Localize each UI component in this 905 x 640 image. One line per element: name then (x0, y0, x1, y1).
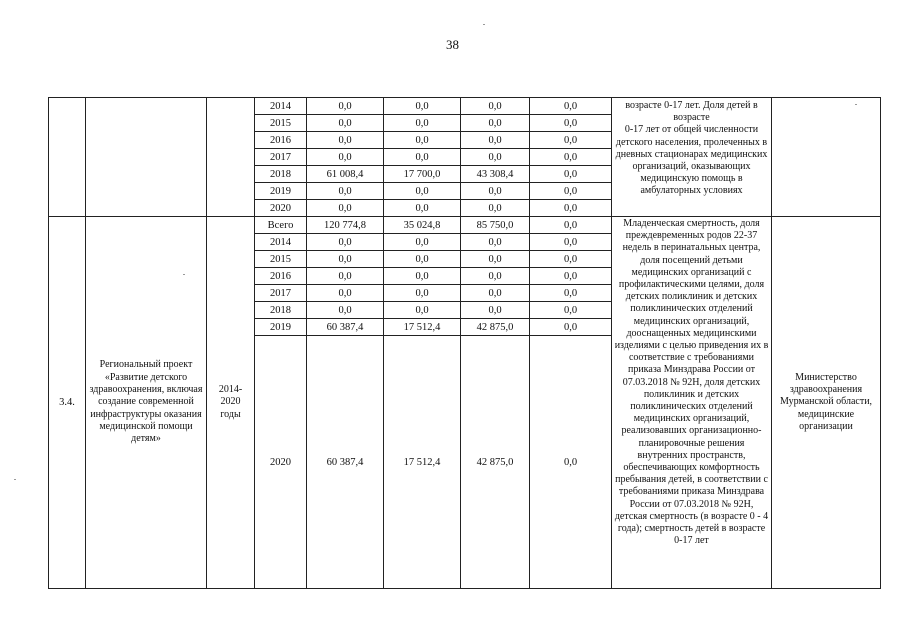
funding-cell: 35 024,8 (384, 217, 461, 234)
funding-cell: 0,0 (461, 132, 530, 149)
item-name-cell (86, 98, 207, 217)
funding-cell: 0,0 (530, 115, 612, 132)
responsible-cell: Министерство здравоохранения Мурманской области, медицинские организации (772, 217, 881, 589)
funding-cell: 42 875,0 (461, 319, 530, 336)
year-cell: 2020 (255, 200, 307, 217)
funding-cell: 0,0 (461, 268, 530, 285)
funding-cell: 17 700,0 (384, 166, 461, 183)
funding-cell: 0,0 (530, 183, 612, 200)
responsible-cell (772, 98, 881, 217)
funding-cell: 17 512,4 (384, 336, 461, 589)
funding-cell: 0,0 (384, 285, 461, 302)
funding-cell: 0,0 (530, 302, 612, 319)
year-cell: 2017 (255, 149, 307, 166)
table-row (49, 217, 881, 234)
year-cell: 2014 (255, 98, 307, 115)
year-cell: 2017 (255, 285, 307, 302)
funding-cell: 0,0 (461, 115, 530, 132)
year-cell: 2018 (255, 302, 307, 319)
funding-cell: 43 308,4 (461, 166, 530, 183)
funding-cell: 0,0 (461, 302, 530, 319)
funding-cell: 85 750,0 (461, 217, 530, 234)
funding-cell: 17 512,4 (384, 319, 461, 336)
funding-cell: 0,0 (530, 166, 612, 183)
item-number-cell (49, 98, 86, 217)
year-cell: 2014 (255, 234, 307, 251)
program-table (48, 97, 881, 589)
year-cell: 2019 (255, 183, 307, 200)
total-cell: 0,0 (307, 132, 384, 149)
funding-cell: 0,0 (384, 115, 461, 132)
funding-cell: 0,0 (461, 200, 530, 217)
funding-cell: 0,0 (384, 200, 461, 217)
funding-cell: 0,0 (461, 183, 530, 200)
funding-cell: 0,0 (384, 98, 461, 115)
funding-cell: 0,0 (384, 183, 461, 200)
funding-cell: 0,0 (384, 234, 461, 251)
funding-cell: 0,0 (530, 149, 612, 166)
total-cell: 0,0 (307, 115, 384, 132)
funding-cell: 0,0 (530, 319, 612, 336)
funding-cell: 0,0 (530, 234, 612, 251)
year-cell: 2016 (255, 132, 307, 149)
total-cell: 60 387,4 (307, 319, 384, 336)
funding-cell: 0,0 (530, 251, 612, 268)
year-cell: 2015 (255, 115, 307, 132)
total-cell: 0,0 (307, 149, 384, 166)
table-row (49, 98, 881, 115)
funding-cell: 0,0 (384, 268, 461, 285)
funding-cell: 0,0 (530, 285, 612, 302)
funding-cell: 0,0 (461, 285, 530, 302)
total-cell: 120 774,8 (307, 217, 384, 234)
year-cell: 2020 (255, 336, 307, 589)
funding-cell: 0,0 (384, 251, 461, 268)
year-cell: 2016 (255, 268, 307, 285)
total-cell: 61 008,4 (307, 166, 384, 183)
funding-cell: 0,0 (461, 98, 530, 115)
total-cell: 0,0 (307, 268, 384, 285)
total-cell: 0,0 (307, 285, 384, 302)
year-cell: 2019 (255, 319, 307, 336)
page-number: 38 (446, 37, 459, 52)
funding-cell: 0,0 (461, 251, 530, 268)
total-cell: 0,0 (307, 302, 384, 319)
funding-cell: 0,0 (530, 98, 612, 115)
funding-cell: 0,0 (530, 132, 612, 149)
funding-cell: 0,0 (384, 149, 461, 166)
funding-cell: 0,0 (461, 149, 530, 166)
year-cell: 2018 (255, 166, 307, 183)
indicator-cell: возрасте 0-17 лет. Доля детей в возрасте 0-17 лет от общей численности детского населения, пролеченных в дневных стационарах медицинских организаций, оказывающих медицинскую помощь в амбулаторных условиях (612, 98, 772, 217)
funding-cell: 42 875,0 (461, 336, 530, 589)
item-name-cell: Региональный проект «Развитие детского здравоохранения, включая создание современной инфраструктуры оказания медицинской помощи детям» (86, 217, 207, 589)
item-number-cell: 3.4. (49, 217, 86, 589)
total-cell: 0,0 (307, 234, 384, 251)
total-cell: 0,0 (307, 98, 384, 115)
funding-cell: 0,0 (530, 200, 612, 217)
scan-speck (14, 479, 16, 480)
funding-cell: 0,0 (461, 234, 530, 251)
total-cell: 0,0 (307, 200, 384, 217)
total-cell: 60 387,4 (307, 336, 384, 589)
scan-speck (855, 104, 857, 105)
funding-cell: 0,0 (384, 302, 461, 319)
funding-cell: 0,0 (384, 132, 461, 149)
funding-cell: 0,0 (530, 217, 612, 234)
funding-cell: 0,0 (530, 336, 612, 589)
scan-speck (483, 24, 485, 25)
item-period-cell (207, 98, 255, 217)
total-cell: 0,0 (307, 183, 384, 200)
item-period-cell: 2014- 2020 годы (207, 217, 255, 589)
scan-speck (183, 274, 185, 275)
year-cell: 2015 (255, 251, 307, 268)
total-cell: 0,0 (307, 251, 384, 268)
funding-cell: 0,0 (530, 268, 612, 285)
indicator-cell: Младенческая смертность, доля преждевременных родов 22-37 недель в перинатальных центра, доля посещений детьми медицинских организаций с профилактическими целями, доля детских поликлиник и детских поликлинических отделений медицинских организаций, дооснащенных медицинскими изделиями с целью приведения их в соответствие с требованиями приказа Минздрава России от 07.03.2018 № 92Н, доля детских поликлиник и детских поликлинических отделений медицинских организаций, реализовавших организационно-планировочные решения внутренних пространств, обеспечивающих комфортность пребывания детей, в соответствии с требованиями приказа Минздрава России от 07.03.2018 № 92Н, детская смертность (в возрасте 0 - 4 года); смертность детей в возрасте 0-17 лет (612, 217, 772, 589)
year-cell: Всего (255, 217, 307, 234)
